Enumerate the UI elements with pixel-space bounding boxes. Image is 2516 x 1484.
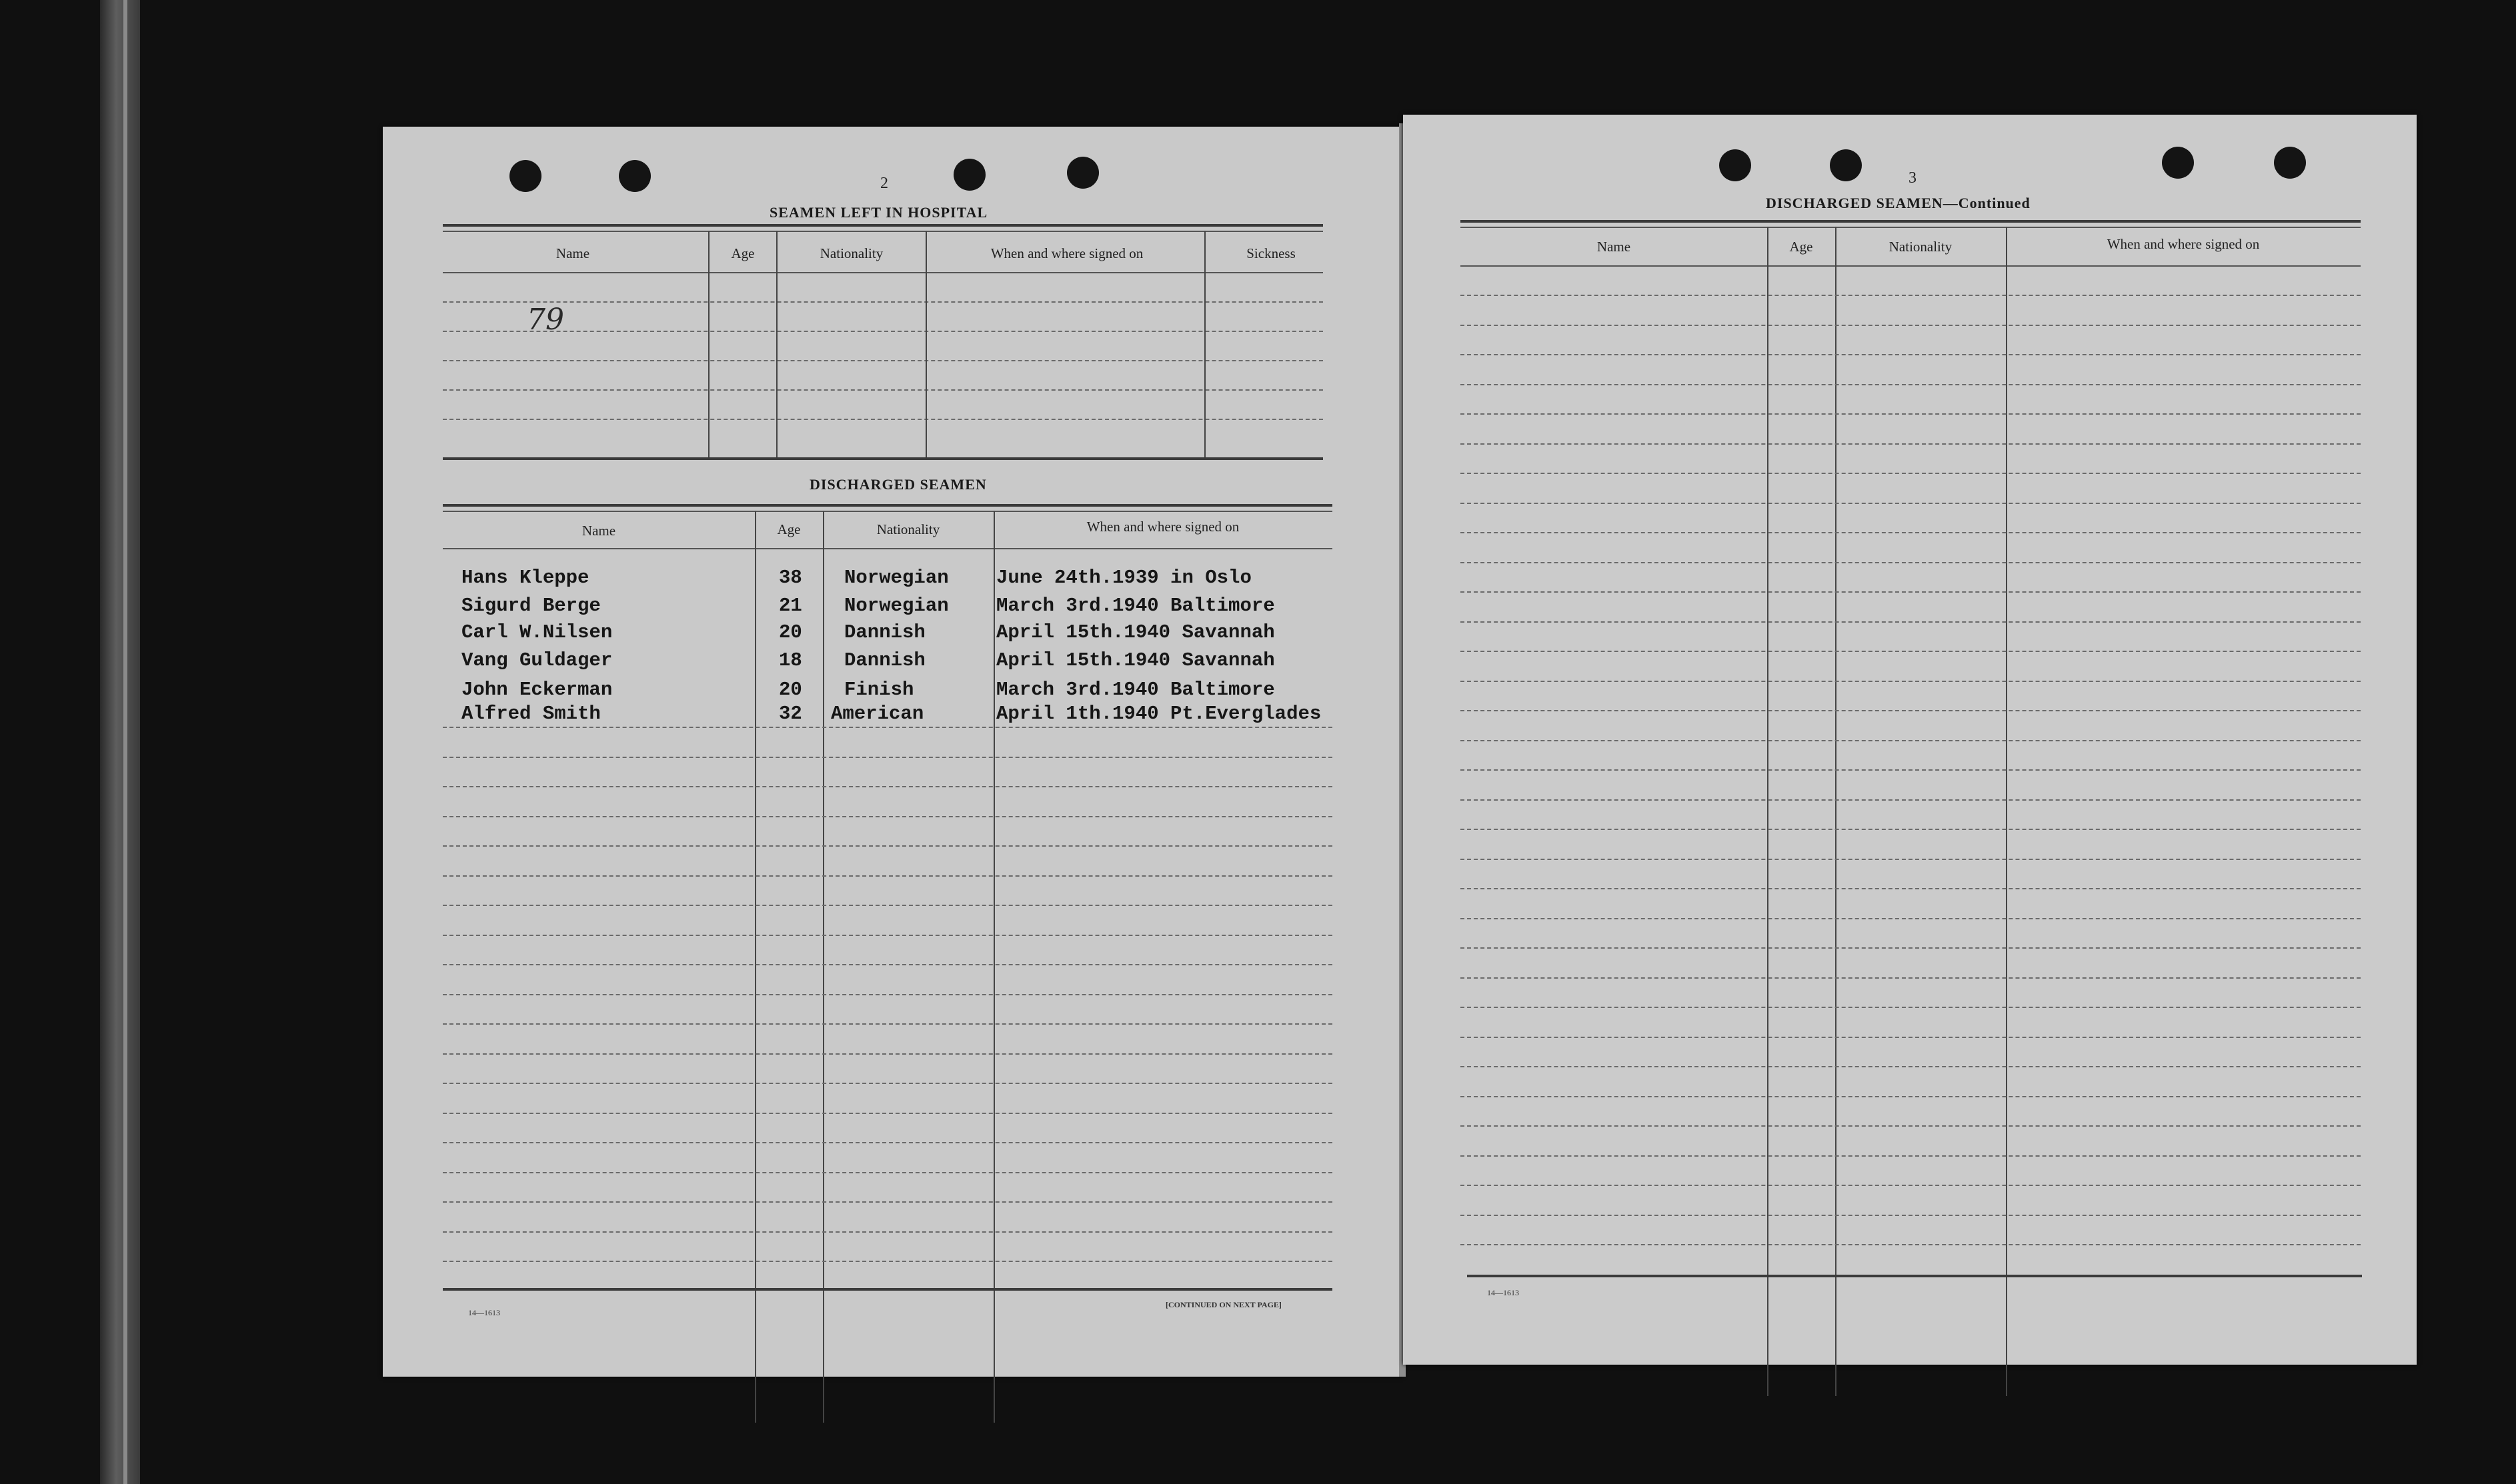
column-header-age: Age	[731, 245, 755, 261]
left-page	[383, 127, 1403, 1377]
seaman-signed-on: April 1th.1940 Pt.Everglades	[996, 703, 1322, 725]
table-rule	[443, 511, 1332, 512]
seaman-nationality: Norwegian	[844, 595, 949, 617]
row-rule	[1460, 621, 2361, 623]
row-rule	[1460, 591, 2361, 593]
row-rule	[443, 727, 1332, 728]
column-header-sickness: Sickness	[1246, 245, 1296, 261]
column-header-nationality: Nationality	[1889, 239, 1953, 255]
row-rule	[1460, 947, 2361, 949]
column-divider	[1767, 227, 1768, 1396]
column-divider	[1835, 227, 1836, 1396]
row-rule	[1460, 829, 2361, 830]
seaman-age: 38	[779, 567, 802, 589]
column-header-name: Name	[555, 245, 590, 261]
row-rule	[443, 389, 1323, 391]
row-rule	[443, 816, 1332, 817]
seaman-name: Alfred Smith	[461, 703, 601, 725]
column-header-nationality: Nationality	[820, 245, 884, 261]
seaman-age: 21	[779, 595, 802, 617]
row-rule	[443, 331, 1323, 332]
row-rule	[1460, 473, 2361, 474]
row-rule	[1460, 918, 2361, 919]
row-rule	[443, 845, 1332, 847]
column-divider	[708, 231, 710, 457]
seaman-signed-on: April 15th.1940 Savannah	[996, 621, 1275, 643]
row-rule	[1460, 532, 2361, 533]
row-rule	[443, 419, 1323, 420]
row-rule	[1460, 562, 2361, 563]
table-rule	[443, 224, 1323, 227]
column-divider	[1204, 231, 1206, 457]
row-rule	[1460, 354, 2361, 355]
seaman-name: John Eckerman	[461, 679, 613, 701]
row-rule	[1460, 295, 2361, 296]
row-rule	[1460, 443, 2361, 445]
row-rule	[1460, 769, 2361, 771]
row-rule	[1460, 1037, 2361, 1038]
discharged-section-title: DISCHARGED SEAMEN	[810, 476, 987, 493]
row-rule	[443, 1142, 1332, 1143]
punch-hole	[2274, 147, 2306, 179]
column-header-age: Age	[777, 521, 801, 537]
row-rule	[443, 905, 1332, 906]
column-divider	[994, 511, 995, 1423]
punch-hole	[1719, 149, 1751, 181]
table-rule	[443, 272, 1323, 273]
table-rule	[443, 231, 1323, 232]
seaman-age: 20	[779, 679, 802, 701]
row-rule	[1460, 977, 2361, 979]
seaman-age: 20	[779, 621, 802, 643]
row-rule	[443, 786, 1332, 787]
seaman-name: Hans Kleppe	[461, 567, 589, 589]
punch-hole	[2162, 147, 2194, 179]
row-rule	[443, 301, 1323, 303]
table-rule	[1460, 265, 2361, 267]
row-rule	[1460, 888, 2361, 889]
row-rule	[1460, 503, 2361, 504]
discharged-continued-title: DISCHARGED SEAMEN—Continued	[1766, 195, 2031, 211]
column-header-signed-on: When and where signed on	[990, 245, 1144, 261]
punch-hole	[1067, 157, 1099, 189]
continued-note: [CONTINUED ON NEXT PAGE]	[1166, 1300, 1282, 1309]
row-rule	[1460, 1244, 2361, 1245]
column-divider	[2006, 227, 2007, 1396]
row-rule	[1460, 651, 2361, 652]
seaman-name: Carl W.Nilsen	[461, 621, 613, 643]
row-rule	[443, 757, 1332, 758]
seaman-name: Vang Guldager	[461, 649, 613, 671]
film-edge-line	[123, 0, 127, 1484]
row-rule	[1460, 1096, 2361, 1097]
seaman-name: Sigurd Berge	[461, 595, 601, 617]
row-rule	[443, 1053, 1332, 1055]
punch-hole	[1830, 149, 1862, 181]
row-rule	[443, 964, 1332, 965]
row-rule	[1460, 859, 2361, 860]
seaman-age: 18	[779, 649, 802, 671]
right-page	[1403, 115, 2417, 1365]
seaman-signed-on: April 15th.1940 Savannah	[996, 649, 1275, 671]
column-divider	[776, 231, 778, 457]
row-rule	[443, 1231, 1332, 1233]
row-rule	[1460, 1125, 2361, 1127]
seaman-signed-on: March 3rd.1940 Baltimore	[996, 595, 1275, 617]
row-rule	[443, 1201, 1332, 1203]
seaman-nationality: American	[831, 703, 924, 725]
row-rule	[443, 935, 1332, 936]
table-rule	[443, 1288, 1332, 1291]
form-number: 14—1613	[1487, 1288, 1519, 1297]
row-rule	[443, 360, 1323, 361]
row-rule	[443, 1083, 1332, 1084]
column-header-signed-on: When and where signed on	[2107, 236, 2260, 252]
row-rule	[443, 1261, 1332, 1262]
row-rule	[1460, 1215, 2361, 1216]
row-rule	[1460, 740, 2361, 741]
table-rule	[443, 504, 1332, 507]
seaman-age: 32	[779, 703, 802, 725]
row-rule	[443, 1172, 1332, 1173]
row-rule	[443, 1113, 1332, 1114]
column-header-age: Age	[1789, 239, 1813, 255]
column-header-signed-on: When and where signed on	[1086, 519, 1240, 535]
seaman-signed-on: March 3rd.1940 Baltimore	[996, 679, 1275, 701]
row-rule	[1460, 710, 2361, 711]
column-divider	[755, 511, 756, 1423]
form-number: 14—1613	[468, 1308, 500, 1317]
row-rule	[1460, 1066, 2361, 1067]
row-rule	[1460, 1185, 2361, 1186]
row-rule	[443, 875, 1332, 877]
seaman-nationality: Dannish	[844, 621, 926, 643]
table-rule	[1467, 1275, 2362, 1277]
hospital-section-title: SEAMEN LEFT IN HOSPITAL	[770, 204, 988, 221]
film-edge	[100, 0, 140, 1484]
table-rule	[443, 457, 1323, 460]
row-rule	[443, 1023, 1332, 1025]
column-header-name: Name	[1596, 239, 1631, 255]
row-rule	[1460, 1007, 2361, 1008]
table-rule	[1460, 220, 2361, 223]
row-rule	[1460, 681, 2361, 682]
page-number: 3	[1909, 169, 1917, 187]
table-rule	[443, 548, 1332, 549]
punch-hole	[954, 159, 986, 191]
seaman-signed-on: June 24th.1939 in Oslo	[996, 567, 1252, 589]
seaman-nationality: Dannish	[844, 649, 926, 671]
punch-hole	[619, 160, 651, 192]
page-number: 2	[880, 175, 888, 192]
column-header-name: Name	[581, 523, 616, 539]
row-rule	[1460, 1155, 2361, 1157]
handwritten-mark: 79	[527, 303, 564, 337]
seaman-nationality: Norwegian	[844, 567, 949, 589]
row-rule	[1460, 799, 2361, 801]
row-rule	[1460, 413, 2361, 415]
seaman-nationality: Finish	[844, 679, 914, 701]
row-rule	[1460, 384, 2361, 385]
column-divider	[926, 231, 927, 457]
punch-hole	[509, 160, 541, 192]
row-rule	[1460, 325, 2361, 326]
column-header-nationality: Nationality	[876, 521, 940, 537]
row-rule	[443, 994, 1332, 995]
table-rule	[1460, 227, 2361, 228]
column-divider	[823, 511, 824, 1423]
